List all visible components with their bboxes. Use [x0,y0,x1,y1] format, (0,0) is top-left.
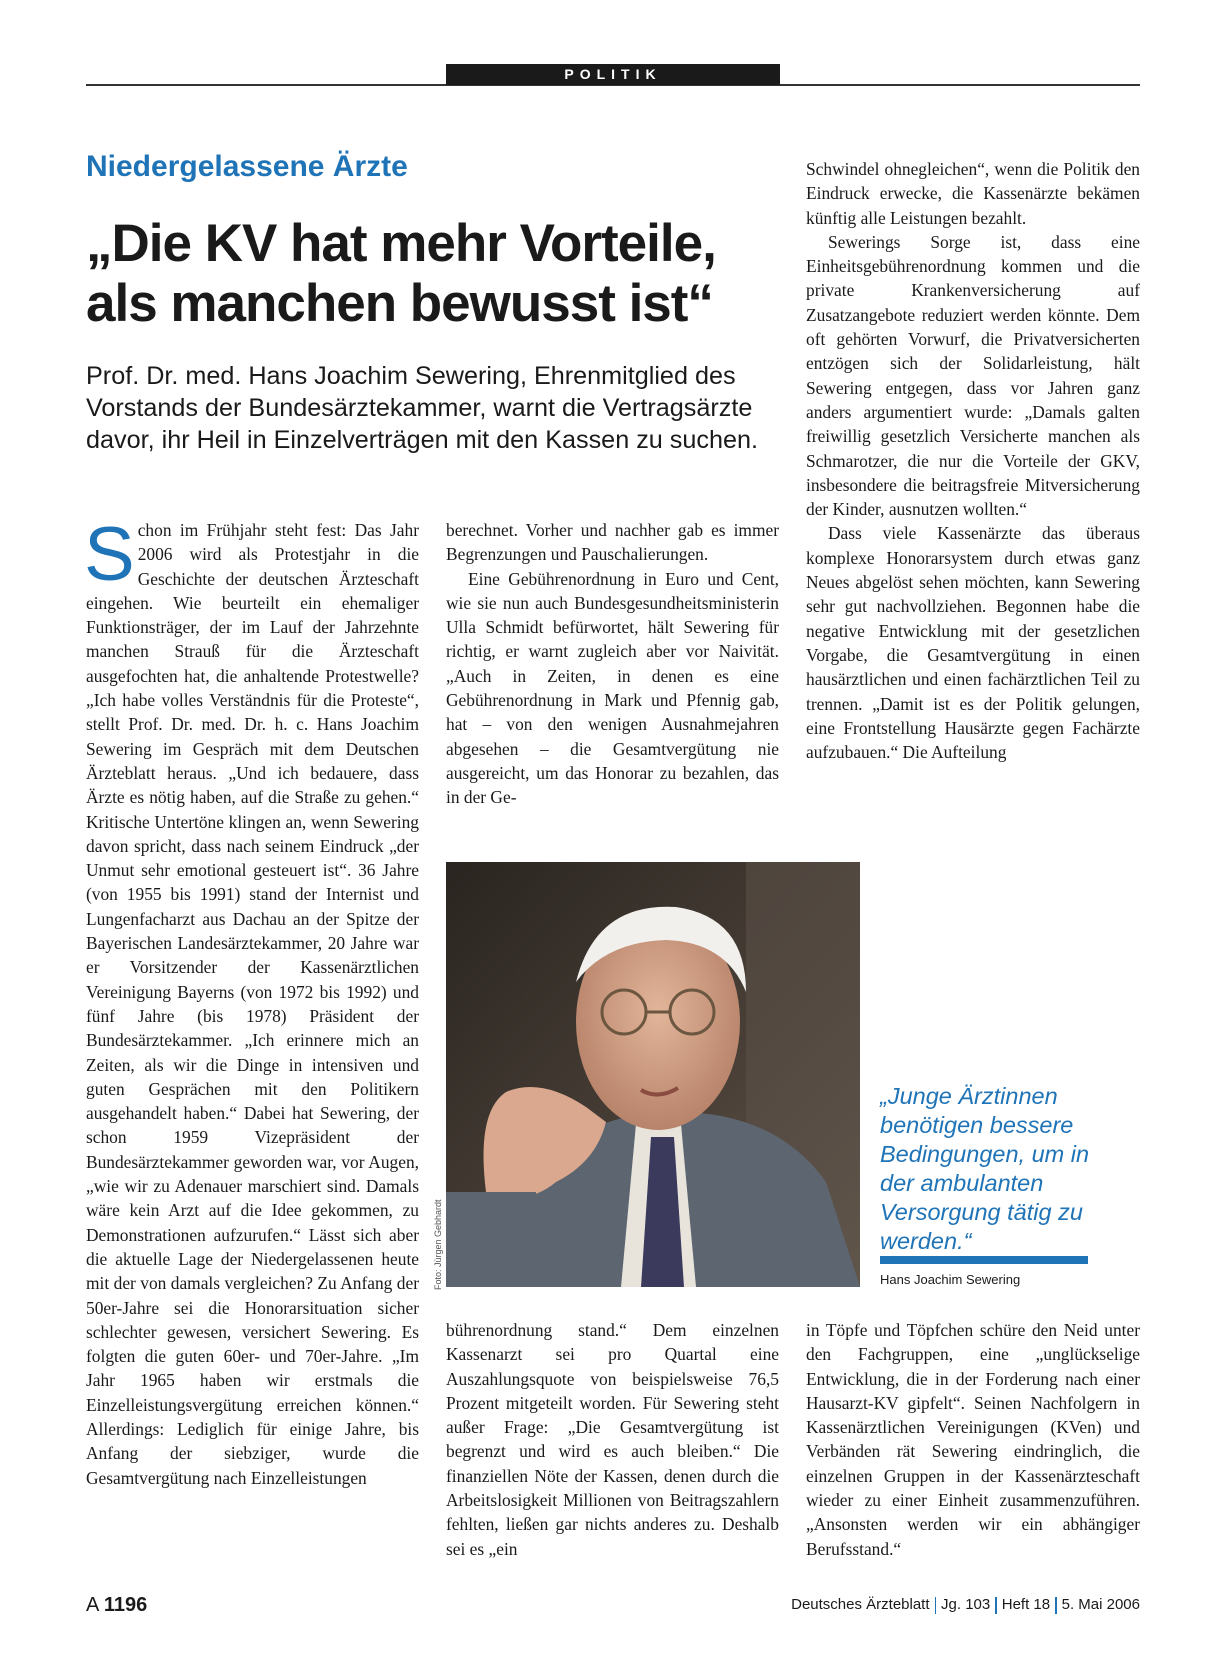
page-prefix: A [86,1594,99,1616]
page-number [86,1594,147,1617]
paragraph: in Töpfe und Töpfchen schüre den Neid unter den Fachgruppen, eine „unglückselige Entwicklung, die in der Forderung nach einer Hausarzt-KV gipfelt“. Seinen Nachfolgern in Kassenärztlichen Vereinigungen (KVen) und Verbänden rät Sewering eindringlich, die einzelnen Gruppen in der Kassenärzteschaft wieder zu einer Einheit zusammenzuführen. „Ansonsten werden wir ein abhängiger Berufsstand.“ [806,1320,1140,1559]
kicker: Niedergelassene Ärzte [86,150,408,183]
paragraph [84,512,419,1490]
paragraph: Dass viele Kassenärzte das überaus komplexe Honorarsystem durch etwas ganz Neues abgelöst sehen möchten, kann Sewering sehr gut nachvollziehen. Begonnen habe die negative Entwicklung mit der gesetzlichen Vorgabe, die Gesamtvergütung in einen hausärztlichen und einen fachärztlichen Teil zu trennen. „Damit ist es der Politik gelungen, eine Frontstellung Hausärzte gegen Fachärzte aufzubauen.“ Die Aufteilung [806,523,1140,763]
body-column-2-bottom [446,1318,779,1561]
journal-name: Deutsches Ärzteblatt [791,1596,930,1613]
separator [1055,1597,1057,1614]
photo-credit: Foto: Jürgen Gebhardt [433,1199,443,1290]
body-column-2-top [446,518,779,810]
pull-quote-rule [880,1256,1088,1264]
separator [935,1597,937,1614]
issue: Heft 18 [1001,1596,1051,1613]
page-value: 1196 [103,1594,148,1616]
paragraph: Sewerings Sorge ist, dass eine Einheitsgebührenordnung kommen und die private Krankenversicherung auf Zusatzangebote reduziert werden könnte. Dem oft gehörten Vorwurf, die Privatversicherten entzögen sich der Solidarleistung, hält Sewering entgegen, dass vor Jahren ganz anders argumentiert wurde: „Damals galten freiwillig gesetzlich Versicherte manchen als Schmarotzer, die nur die Vorteile der GKV, insbesondere die beitragsfreie Mitversicherung der Kinder, ausnutzen wollten.“ [806,231,1140,520]
deck: Prof. Dr. med. Hans Joachim Sewering, Ehrenmitglied des Vorstands der Bundesärztekammer, warnt die Vertragsärzte davor, ihr Heil in Einzelverträgen mit den Kassen zu suchen. [86,362,759,454]
body-column-3-bottom [806,1318,1140,1561]
paragraph: bührenordnung stand.“ Dem einzelnen Kassenarzt sei pro Quartal eine Auszahlungsquote von beispielsweise 76,5 Prozent mitgeteilt worden. Für Sewering steht außer Frage: „Die Gesamtvergütung ist begrenzt und wird es auch bleiben.“ Die finanziellen Nöte der Kassen, denen durch die Arbeitslosigkeit Millionen von Beitragszahlern fehlten, ließen gar nichts anderes zu. Deshalb sei es „ein [446,1320,779,1559]
pull-quote: „Junge Ärztinnen benötigen bessere Bedingungen, um in der ambulanten Versorgung tätig zu werden.“ [880,1083,1090,1254]
paragraph-text: chon im Frühjahr steht fest: Das Jahr 2006 wird als Protestjahr in die Geschichte der deutschen Ärzteschaft eingehen. Wie beurteilt ein ehemaliger Funktionsträger, der im Lauf der Jahrzehnte manchen Strauß für die Ärzteschaft ausgefochten hat, die anhaltende Protestwelle? „Ich habe volles Verständnis für die Proteste“, stellt Prof. Dr. med. Dr. h. c. Hans Joachim Sewering im Gespräch mit dem Deutschen Ärzteblatt heraus. „Und ich bedauere, dass Ärzte es nötig haben, auf die Straße zu gehen.“ Kritische Untertöne klingen an, wenn Sewering davon spricht, dass nach seinem Eindruck „der Unmut sehr emotional gesteuert ist“. 36 Jahre (von 1955 bis 1991) stand der Internist und Lungenfacharzt aus Dachau an der Spitze der Bayerischen Landesärztekammer, 20 Jahre war er Vorsitzender der Kassenärztlichen Vereinigung Bayerns (von 1972 bis 1992) und fünf Jahre (bis 1978) Präsident der Bundesärztekammer. „Ich erinnere mich an Zeiten, als wir die Dinge in intensiven und guten Gesprächen mit den Politikern ausgehandelt haben.“ Dabei hat Sewering, der schon 1959 Vizepräsident der Bundesärztekammer geworden war, vor Augen, „wie wir zu Adenauer marschiert sind. Damals wäre kein Arzt auf die Idee gekommen, zu Demonstrationen aufzurufen.“ Lässt sich aber die aktuelle Lage der Niedergelassenen heute mit der von damals vergleichen? Zu Anfang der 50er-Jahre sei die Honorarsituation sicher schlechter gewesen, versichert Sewering. Es folgten die guten 60er- und 70er-Jahre. „Im Jahr 1965 haben wir erstmals die Einzelleistungsvergütung erreichen können.“ Allerdings: Lediglich für einige Jahre, bis Anfang der siebziger, wurde die Gesamtvergütung nach Einzelleistungen [86,520,419,1488]
pull-quote-attribution: Hans Joachim Sewering [880,1272,1021,1287]
volume: Jg. 103 [941,1596,991,1613]
paragraph: Schwindel ohnegleichen“, wenn die Politik den Eindruck erwecke, die Kassenärzte bekämen künftig alle Leistungen bezahlt. [806,159,1140,228]
paragraph: Eine Gebührenordnung in Euro und Cent, wie sie nun auch Bundesgesundheitsministerin Ulla Schmidt befürwortet, hält Sewering für richtig, er warnt zugleich aber vor Naivität. „Auch in Zeiten, in denen es eine Gebührenordnung in Mark und Pfennig gab, hat – von den wenigen Ausnahmejahren abgesehen – die Gesamtvergütung nie ausgereicht, um das Honorar zu bezahlen, das in der Ge- [446,568,779,808]
headline: „Die KV hat mehr Vorteile, als manchen bewusst ist“ [86,214,716,333]
paragraph: berechnet. Vorher und nachher gab es immer Begrenzungen und Pauschalierungen. [446,520,779,565]
body-column-1 [84,512,419,1490]
section-label: POLITIK [446,64,780,85]
drop-cap: S [84,512,135,597]
body-column-3-top [806,157,1140,764]
footer-citation [791,1596,1140,1614]
separator [995,1597,997,1614]
portrait-photo [446,862,860,1287]
date: 5. Mai 2006 [1061,1596,1140,1613]
